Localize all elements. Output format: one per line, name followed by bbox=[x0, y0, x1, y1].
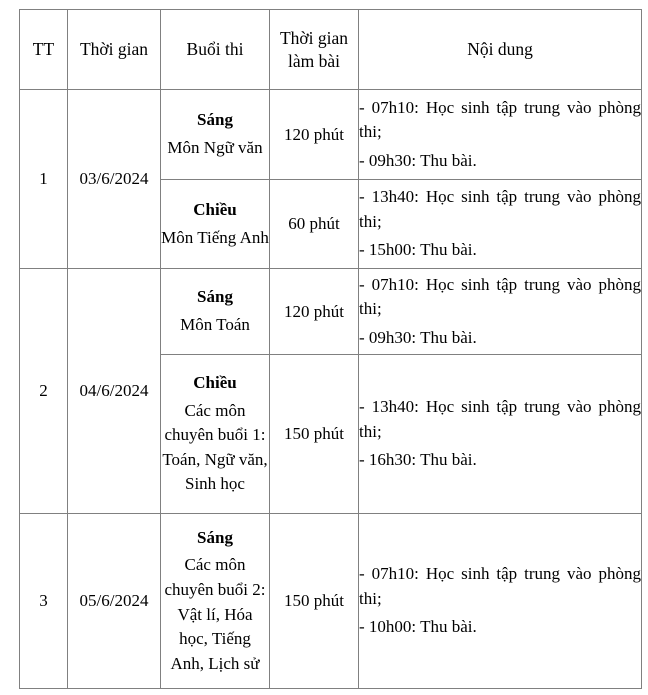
cell-duration: 60 phút bbox=[270, 180, 359, 269]
content-line: - 07h10: Học sinh tập trung vào phòng thi; bbox=[359, 564, 641, 608]
cell-duration: 150 phút bbox=[270, 355, 359, 514]
session-subject: Các môn chuyên buổi 2: Vật lí, Hóa học, Tiếng Anh, Lịch sử bbox=[164, 555, 266, 673]
column-header-session: Buổi thi bbox=[161, 10, 270, 90]
cell-session bbox=[161, 514, 270, 689]
content-line: - 07h10: Học sinh tập trung vào phòng thi; bbox=[359, 274, 641, 319]
column-header-tt: TT bbox=[20, 10, 68, 90]
table-row bbox=[20, 514, 642, 689]
column-header-duration: Thời gian làm bài bbox=[270, 10, 359, 90]
cell-date: 05/6/2024 bbox=[68, 514, 161, 689]
cell-content bbox=[359, 355, 642, 514]
content-line: - 07h10: Học sinh tập trung vào phòng thi; bbox=[359, 97, 641, 142]
cell-tt: 1 bbox=[20, 90, 68, 269]
cell-date: 03/6/2024 bbox=[68, 90, 161, 269]
content-line: - 15h00: Thu bài. bbox=[359, 240, 477, 260]
cell-tt: 2 bbox=[20, 269, 68, 514]
table-header-row bbox=[20, 10, 642, 90]
content-line: - 16h30: Thu bài. bbox=[359, 450, 477, 470]
content-line: - 09h30: Thu bài. bbox=[359, 150, 477, 170]
cell-session bbox=[161, 180, 270, 269]
cell-duration: 120 phút bbox=[270, 269, 359, 355]
session-name: Chiều bbox=[193, 199, 237, 219]
cell-content bbox=[359, 180, 642, 269]
cell-date: 04/6/2024 bbox=[68, 269, 161, 514]
session-subject: Môn Ngữ văn bbox=[167, 138, 263, 157]
session-name: Chiều bbox=[193, 372, 237, 392]
table-row bbox=[20, 90, 642, 180]
cell-duration: 120 phút bbox=[270, 90, 359, 180]
table-row bbox=[20, 269, 642, 355]
session-subject: Môn Toán bbox=[180, 315, 250, 334]
cell-content bbox=[359, 269, 642, 355]
table-header bbox=[20, 10, 642, 90]
session-name: Sáng bbox=[197, 527, 233, 547]
table-body bbox=[20, 90, 642, 689]
cell-session bbox=[161, 269, 270, 355]
session-subject: Môn Tiếng Anh bbox=[161, 227, 269, 247]
session-name: Sáng bbox=[197, 287, 233, 307]
session-name: Sáng bbox=[197, 110, 233, 130]
column-header-content: Nội dung bbox=[359, 10, 642, 90]
content-line: - 09h30: Thu bài. bbox=[359, 327, 477, 347]
content-line: - 10h00: Thu bài. bbox=[359, 617, 477, 637]
content-line: - 13h40: Học sinh tập trung vào phòng thi; bbox=[359, 397, 641, 441]
cell-content bbox=[359, 90, 642, 180]
cell-session bbox=[161, 355, 270, 514]
content-line: - 13h40: Học sinh tập trung vào phòng thi; bbox=[359, 187, 641, 231]
cell-content bbox=[359, 514, 642, 689]
cell-tt: 3 bbox=[20, 514, 68, 689]
session-subject: Các môn chuyên buổi 1: Toán, Ngữ văn, Sinh học bbox=[162, 400, 268, 494]
exam-schedule-table bbox=[19, 9, 642, 689]
column-header-date: Thời gian bbox=[68, 10, 161, 90]
cell-duration: 150 phút bbox=[270, 514, 359, 689]
cell-session bbox=[161, 90, 270, 180]
